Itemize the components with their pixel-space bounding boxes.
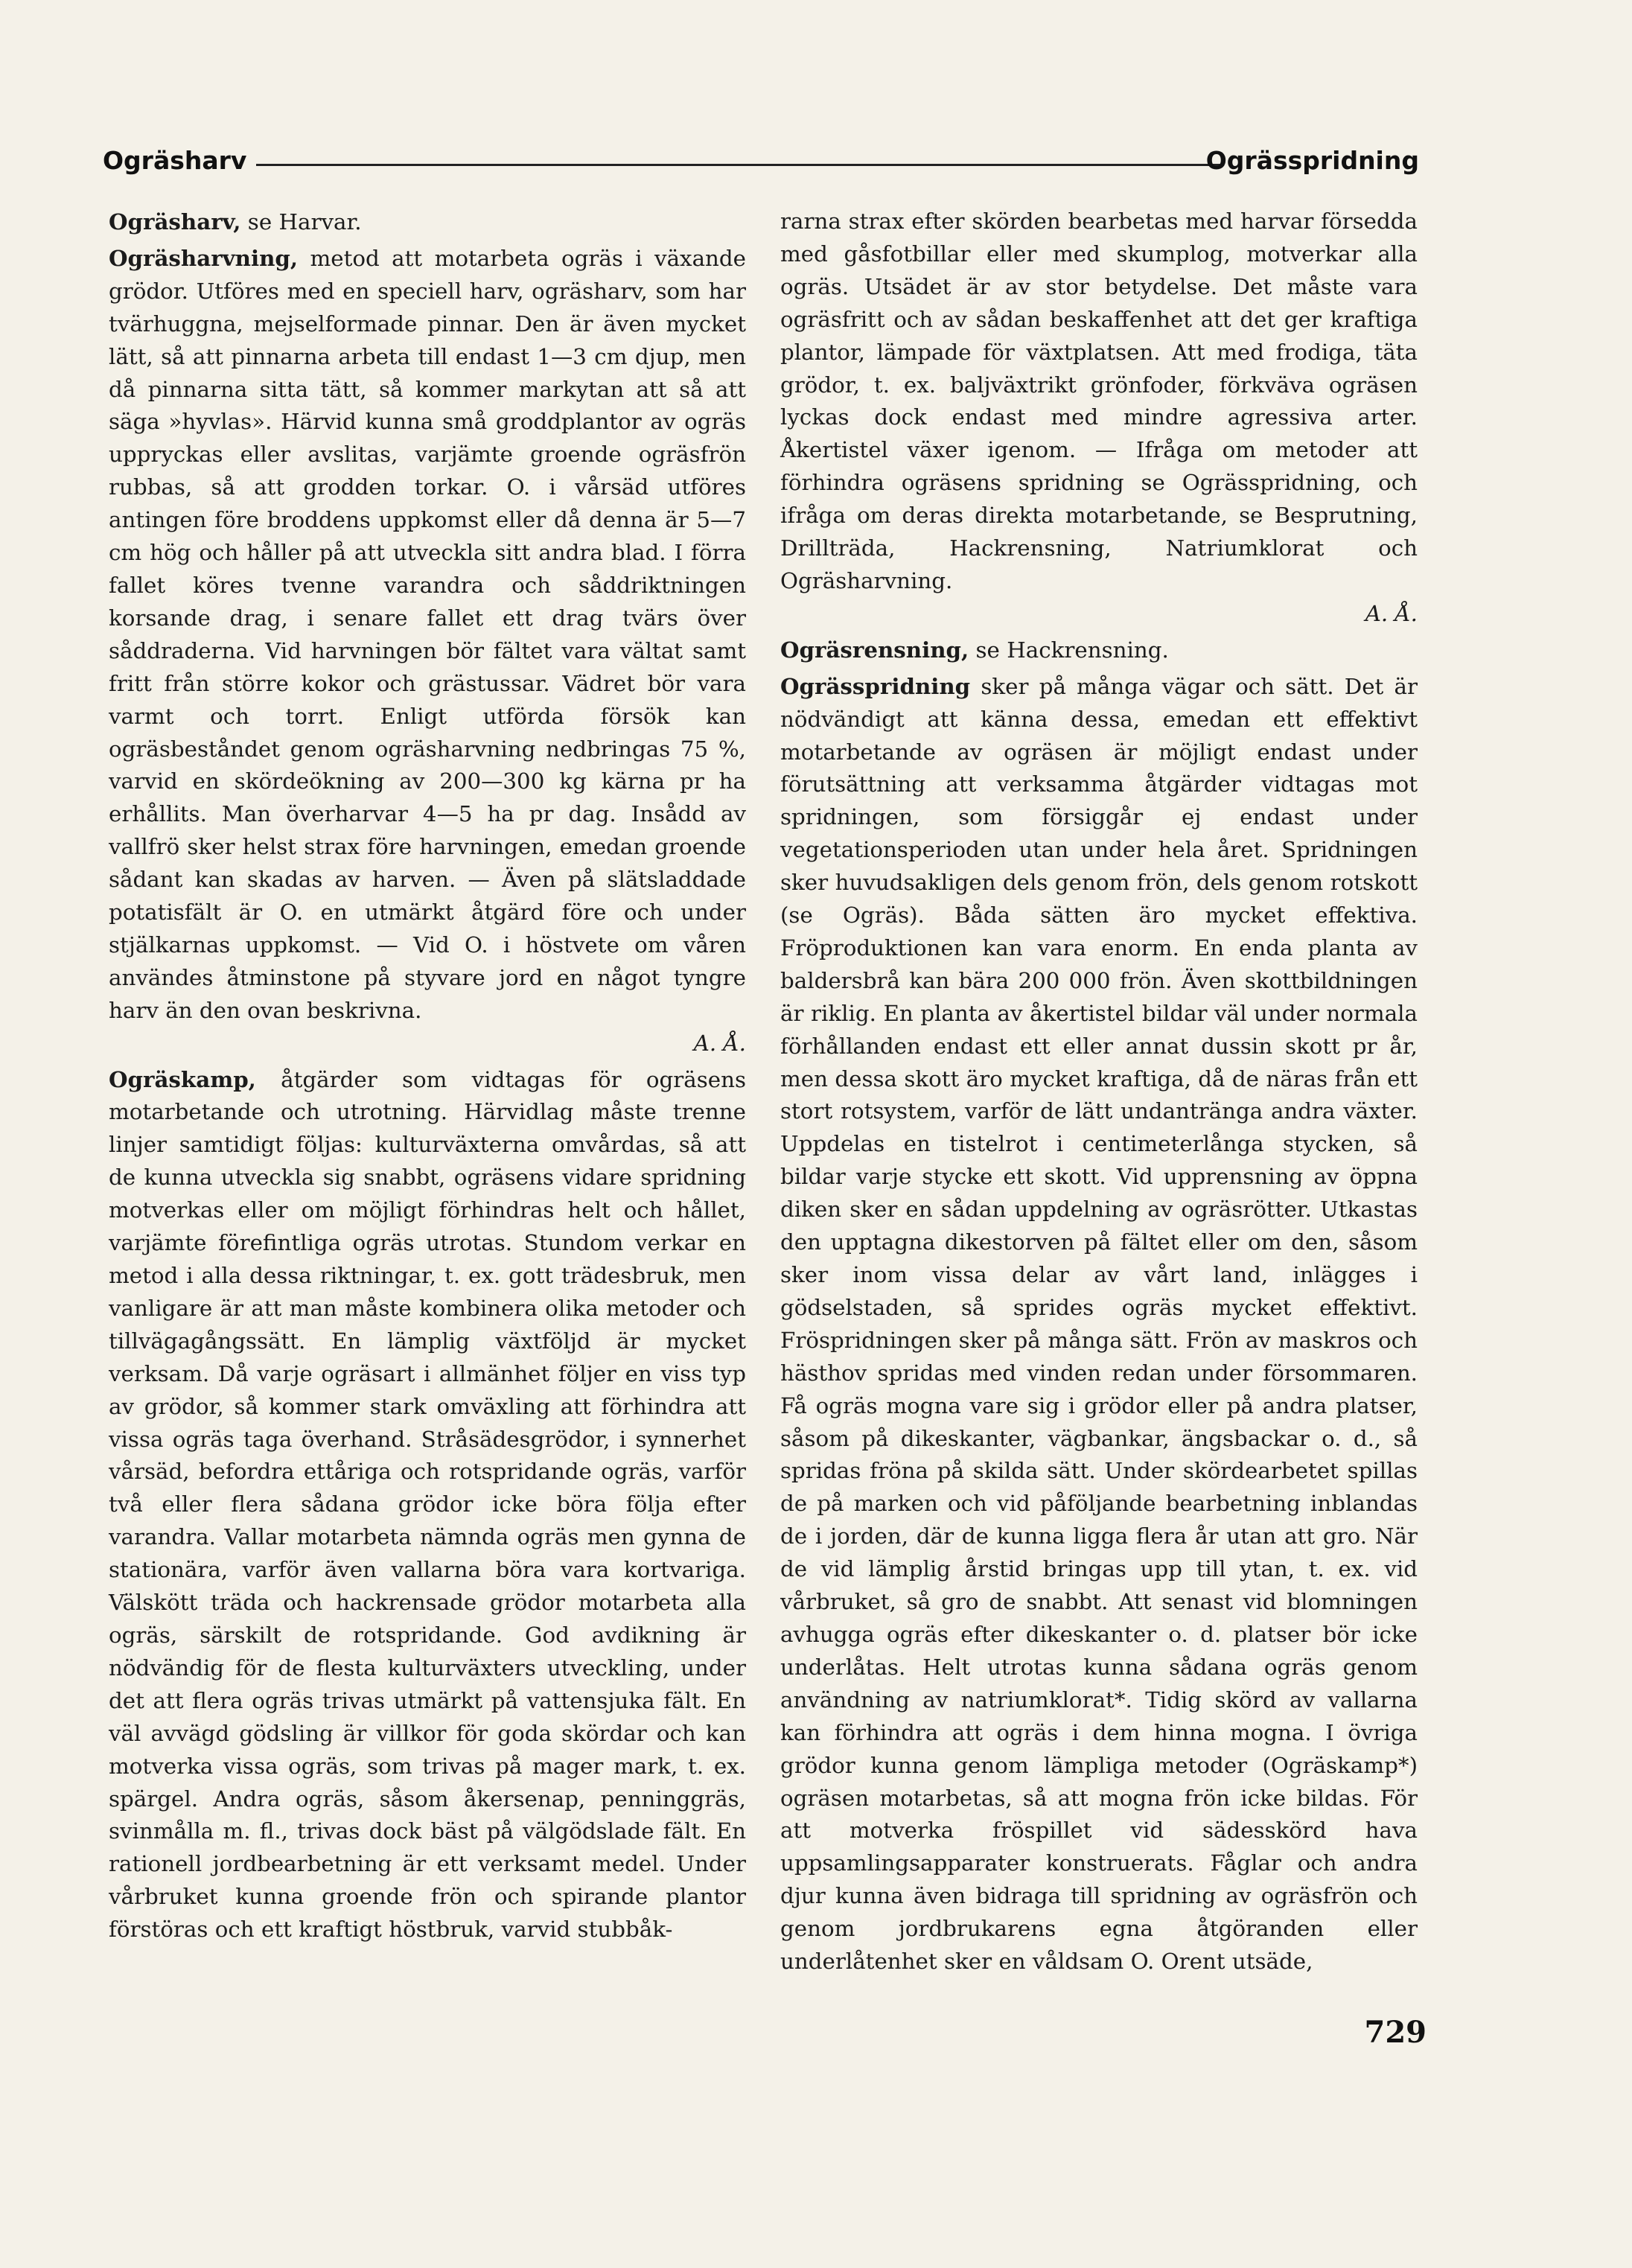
right-column xyxy=(780,206,1418,1978)
entry-ograsspridning xyxy=(780,670,1418,1978)
entry-ograskamp-continued xyxy=(780,206,1418,631)
entry-ograsharvning xyxy=(109,242,746,1060)
entry-signature: A. Å. xyxy=(1365,600,1418,626)
entry-text: metod att motarbeta ogräs i växande grödor. Utföres med en speciell harv, ogräsharv, som har tvärhuggna, mejselformade pinnar. Den är även mycket lätt, så att pinnarna arbeta till endast 1—3 cm djup, men då pinnarna sitta tätt, så kommer markytan att så att säga »hyvlas». Härvid kunna små groddplantor av ogräs uppryckas eller avslitas, varjämte groende ogräsfrön rubbas, så att grodden torkar. O. i vårsäd utföres antingen före broddens uppkomst eller då denna är 5—7 cm hög och håller på att utveckla sitt andra blad. I förra fallet köres tvenne varandra och såddriktningen korsande drag, i senare fallet ett drag tvärs över såddraderna. Vid harvningen bör fältet vara vältat samt fritt från större kokor och grästussar. Vädret bör vara varmt och torrt. Enligt utförda försök kan ogräsbeståndet genom ogräsharvning nedbringas 75 %, varvid en skördeökning av 200—300 kg kärna pr ha erhållits. Man överharvar 4—5 ha pr dag. Insådd av vallfrö sker helst strax före harvningen, emedan groende sådant kan skadas av harven. — Även på slätsladdade potatisfält är O. en utmärkt åtgärd före och under stjälkarnas uppkomst. — Vid O. i höstvete om våren användes åtminstone på styvare jord en något tyngre harv än den ovan beskrivna. xyxy=(109,245,746,1023)
entry-text: rarna strax efter skörden bearbetas med harvar försedda med gåsfotbillar eller med skumplog, motverkar alla ogräs. Utsädet är av stor betydelse. Det måste vara ogräsfritt och av sådan beskaffenhet att det ger kraftiga plantor, lämpade för växtplatsen. Att med frodiga, täta grödor, t. ex. baljväxtrikt grönfoder, förkväva ogräsen lyckas dock endast med mindre agressiva arter. Åkertistel växer igenom. — Ifråga om metoder att förhindra ogräsens spridning se Ogrässpridning, och ifråga om deras direkta motarbetande, se Besprutning, Drillträda, Hackrensning, Natriumklorat och Ogräsharvning. xyxy=(780,208,1418,593)
entry-headword: Ogrässpridning xyxy=(780,672,971,699)
entry-text: sker på många vägar och sätt. Det är nödvändigt att känna dessa, emedan ett effektivt motarbetande av ogräsen är möjligt endast under förutsättning att verksamma åtgärder vidtagas mot spridningen, som försiggår ej endast under vegetationsperioden utan under hela året. Spridningen sker huvudsakligen dels genom frön, dels genom rotskott (se Ogräs). Båda sätten äro mycket effektiva. Fröproduktionen kan vara enorm. En enda planta av baldersbrå kan bära 200 000 frön. Även skottbildningen är riklig. En planta av åkertistel bildar väl under normala förhållanden endast ett eller annat dussin skott pr år, men dessa skott äro mycket kraftiga, då de näras från ett stort rotsystem, varför de lätt undantränga andra växter. Uppdelas en tistelrot i centimeterlånga stycken, så bildar varje stycke ett skott. Vid upprensning av öppna diken sker en sådan uppdelning av ogräsrötter. Utkastas den upptagna dikestorven på fältet eller om den, såsom sker inom vissa delar av vårt land, inlägges i gödselstaden, så sprides ogräs mycket effektivt. Fröspridningen sker på många sätt. Frön av maskros och hästhov spridas med vinden redan under försommaren. Få ogräs mogna vare sig i grödor eller på andra platser, såsom på dikeskanter, vägbankar, ängsbackar o. d., så spridas fröna på skilda sätt. Under skördearbetet spillas de på marken och vid påföljande bearbetning inblandas de i jorden, där de kunna ligga flera år utan att gro. När de vid lämplig årstid bringas upp till ytan, t. ex. vid vårbruket, så gro de snabbt. Att senast vid blomningen avhugga ogräs efter dikeskanter o. d. platser bör icke underlåtas. Helt utrotas kunna sådana ogräs genom användning av natriumklorat*. Tidig skörd av vallarna kan förhindra att ogräs i dem hinna mogna. I övriga grödor kunna genom lämpliga metoder (Ogräskamp*) ogräsen motarbetas, så att mogna frön icke bildas. För att motverka fröspillet vid sädesskörd hava uppsamlingsapparater konstruerats. Fåglar och andra djur kunna även bidraga till spridning av ogräsfrön och genom jordbrukarens egna åtgöranden eller underlåtenhet sker en våldsam O. Orent utsäde, xyxy=(780,673,1418,1975)
entry-text: åtgärder som vidtagas för ogräsens motarbetande och utrotning. Härvidlag måste trenne linjer samtidigt följas: kulturväxterna omvårdas, så att de kunna utveckla sig snabbt, ogräsens vidare spridning motverkas eller om möjligt förhindras helt och hållet, varjämte förefintliga ogräs utrotas. Stundom verkar en metod i alla dessa riktningar, t. ex. gott trädesbruk, men vanligare är att man måste kombinera olika metoder och tillvägagångssätt. En lämplig växtföljd är mycket verksam. Då varje ogräsart i allmänhet följer en viss typ av grödor, så kommer stark omväxling att förhindra att vissa ogräs taga överhand. Stråsädesgrödor, i synnerhet vårsäd, befordra ettåriga och rotspridande ogräs, varför två eller flera sådana grödor icke böra följa efter varandra. Vallar motarbeta nämnda ogräs men gynna de stationära, varför även vallarna böra vara kortvariga. Välskött träda och hackrensade grödor motarbeta alla ogräs, särskilt de rotspridande. God avdikning är nödvändig för de flesta kulturväxters utveckling, under det att flera ogräs trivas utmärkt på vattensjuka fält. En väl avvägd gödsling är villkor för goda skördar och kan motverka vissa ogräs, som trivas på mager mark, t. ex. spärgel. Andra ogräs, såsom åkersenap, penninggräs, svinmålla m. fl., trivas dock bäst på välgödslade fält. En rationell jordbearbetning är ett verksamt medel. Under vårbruket kunna groende frön och spirande plantor förstöras och ett kraftigt höstbruk, varvid stubbåk- xyxy=(109,1066,746,1943)
header-rule xyxy=(256,164,1224,166)
entry-headword: Ogräsrensning, xyxy=(780,636,969,663)
entry-headword: Ogräskamp, xyxy=(109,1065,256,1092)
header-left-keyword: Ogräsharv xyxy=(103,146,247,175)
entry-ograsrensning xyxy=(780,634,1418,667)
entry-headword: Ogräsharv, xyxy=(109,208,241,235)
running-header xyxy=(103,143,1419,188)
entry-headword: Ogräsharvning, xyxy=(109,244,299,271)
entry-ograskamp xyxy=(109,1063,746,1946)
entry-text: se Harvar. xyxy=(240,209,362,235)
entry-text: se Hackrensning. xyxy=(969,637,1169,663)
header-right-keyword: Ogrässpridning xyxy=(1205,146,1419,175)
entry-ograsharv xyxy=(109,206,746,239)
left-column xyxy=(109,206,746,1946)
page-number: 729 xyxy=(1364,2015,1427,2050)
entry-signature: A. Å. xyxy=(693,1030,746,1056)
